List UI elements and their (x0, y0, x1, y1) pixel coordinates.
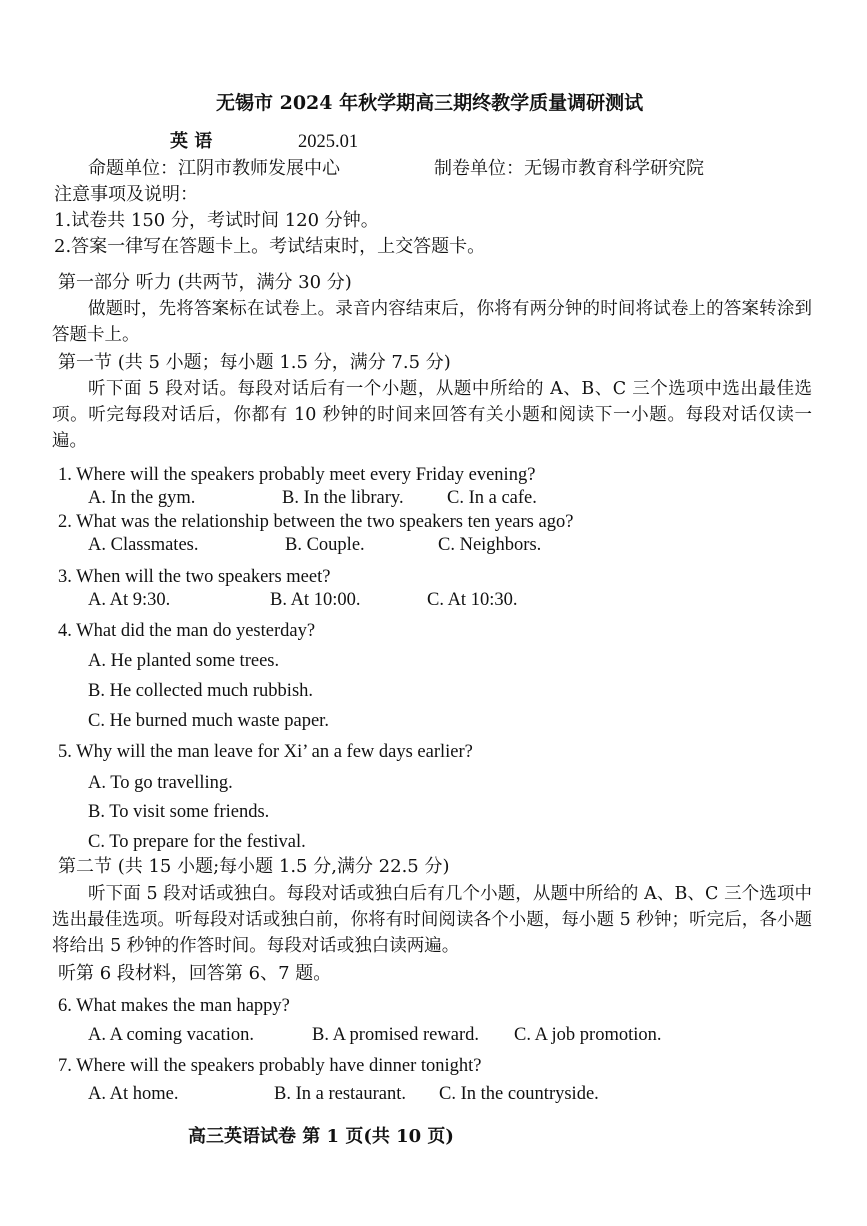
question-stem: 6. What makes the man happy? (58, 996, 290, 1016)
notes-item: 1.试卷共 150 分，考试时间 120 分钟。 (54, 210, 379, 231)
producer-unit: 制卷单位：无锡市教育科学研究院 (434, 158, 704, 179)
option-b: B. At 10:00. (270, 590, 361, 610)
section1-instruction: 听下面 5 段对话。每段对话后有一个小题，从题中所给的 A、B、C 三个选项中选出最佳选项。听完每段对话后，你都有 10 秒钟的时间来回答有关小题和阅读下一小题。每段对话仅读一遍。 (52, 379, 812, 451)
part1-heading: 第一部分 听力 (共两节，满分 30 分) (58, 272, 352, 293)
option-b: B. In a restaurant. (274, 1084, 407, 1104)
section1-heading: 第一节 (共 5 小题；每小题 1.5 分，满分 7.5 分) (58, 352, 451, 373)
compiler-unit: 命题单位：江阴市教师发展中心 (88, 158, 340, 179)
subject-label: 英 语 (170, 131, 213, 152)
notes-heading: 注意事项及说明： (54, 184, 198, 205)
question-stem: 1. Where will the speakers probably meet every Friday evening? (58, 465, 536, 485)
page-footer: 高三英语试卷 第 1 页(共 10 页) (188, 1126, 454, 1147)
option-a: A. He planted some trees. (88, 651, 280, 671)
option-a: A. In the gym. (88, 488, 196, 508)
page-title: 无锡市 2024 年秋学期高三期终教学质量调研测试 (216, 92, 644, 114)
question-stem: 5. Why will the man leave for Xi’ an a few days earlier? (58, 742, 473, 762)
material-label: 听第 6 段材料，回答第 6、7 题。 (58, 963, 332, 984)
option-c: C. In the countryside. (439, 1084, 599, 1104)
option-c: C. He burned much waste paper. (88, 711, 329, 731)
question-stem: 3. When will the two speakers meet? (58, 567, 331, 587)
option-b: B. To visit some friends. (88, 802, 270, 822)
option-c: C. A job promotion. (514, 1025, 662, 1045)
option-a: A. Classmates. (88, 535, 199, 555)
option-b: B. He collected much rubbish. (88, 681, 314, 701)
option-b: B. A promised reward. (312, 1025, 479, 1045)
part1-instruction: 做题时，先将答案标在试卷上。录音内容结束后，你将有两分钟的时间将试卷上的答案转涂到答题卡上。 (52, 299, 812, 345)
option-c: C. Neighbors. (438, 535, 542, 555)
question-stem: 2. What was the relationship between the two speakers ten years ago? (58, 512, 574, 532)
option-a: A. To go travelling. (88, 773, 233, 793)
section2-instruction: 听下面 5 段对话或独白。每段对话或独白后有几个小题，从题中所给的 A、B、C 三个选项中选出最佳选项。听每段对话或独白前，你将有时间阅读各个小题，每小题 5 秒钟；听完后，各小题将给出 5 秒钟的作答时间。每段对话或独白读两遍。 (52, 884, 812, 956)
option-b: B. Couple. (285, 535, 365, 555)
option-c: C. In a cafe. (447, 488, 537, 508)
option-b: B. In the library. (282, 488, 404, 508)
option-a: A. A coming vacation. (88, 1025, 254, 1045)
option-c: C. At 10:30. (427, 590, 518, 610)
exam-date: 2025.01 (298, 132, 359, 152)
option-c: C. To prepare for the festival. (88, 832, 306, 852)
option-a: A. At 9:30. (88, 590, 171, 610)
question-stem: 4. What did the man do yesterday? (58, 621, 316, 641)
section2-heading: 第二节 (共 15 小题;每小题 1.5 分,满分 22.5 分) (58, 856, 450, 877)
question-stem: 7. Where will the speakers probably have dinner tonight? (58, 1056, 482, 1076)
option-a: A. At home. (88, 1084, 179, 1104)
notes-item: 2.答案一律写在答题卡上。考试结束时，上交答题卡。 (54, 236, 486, 257)
